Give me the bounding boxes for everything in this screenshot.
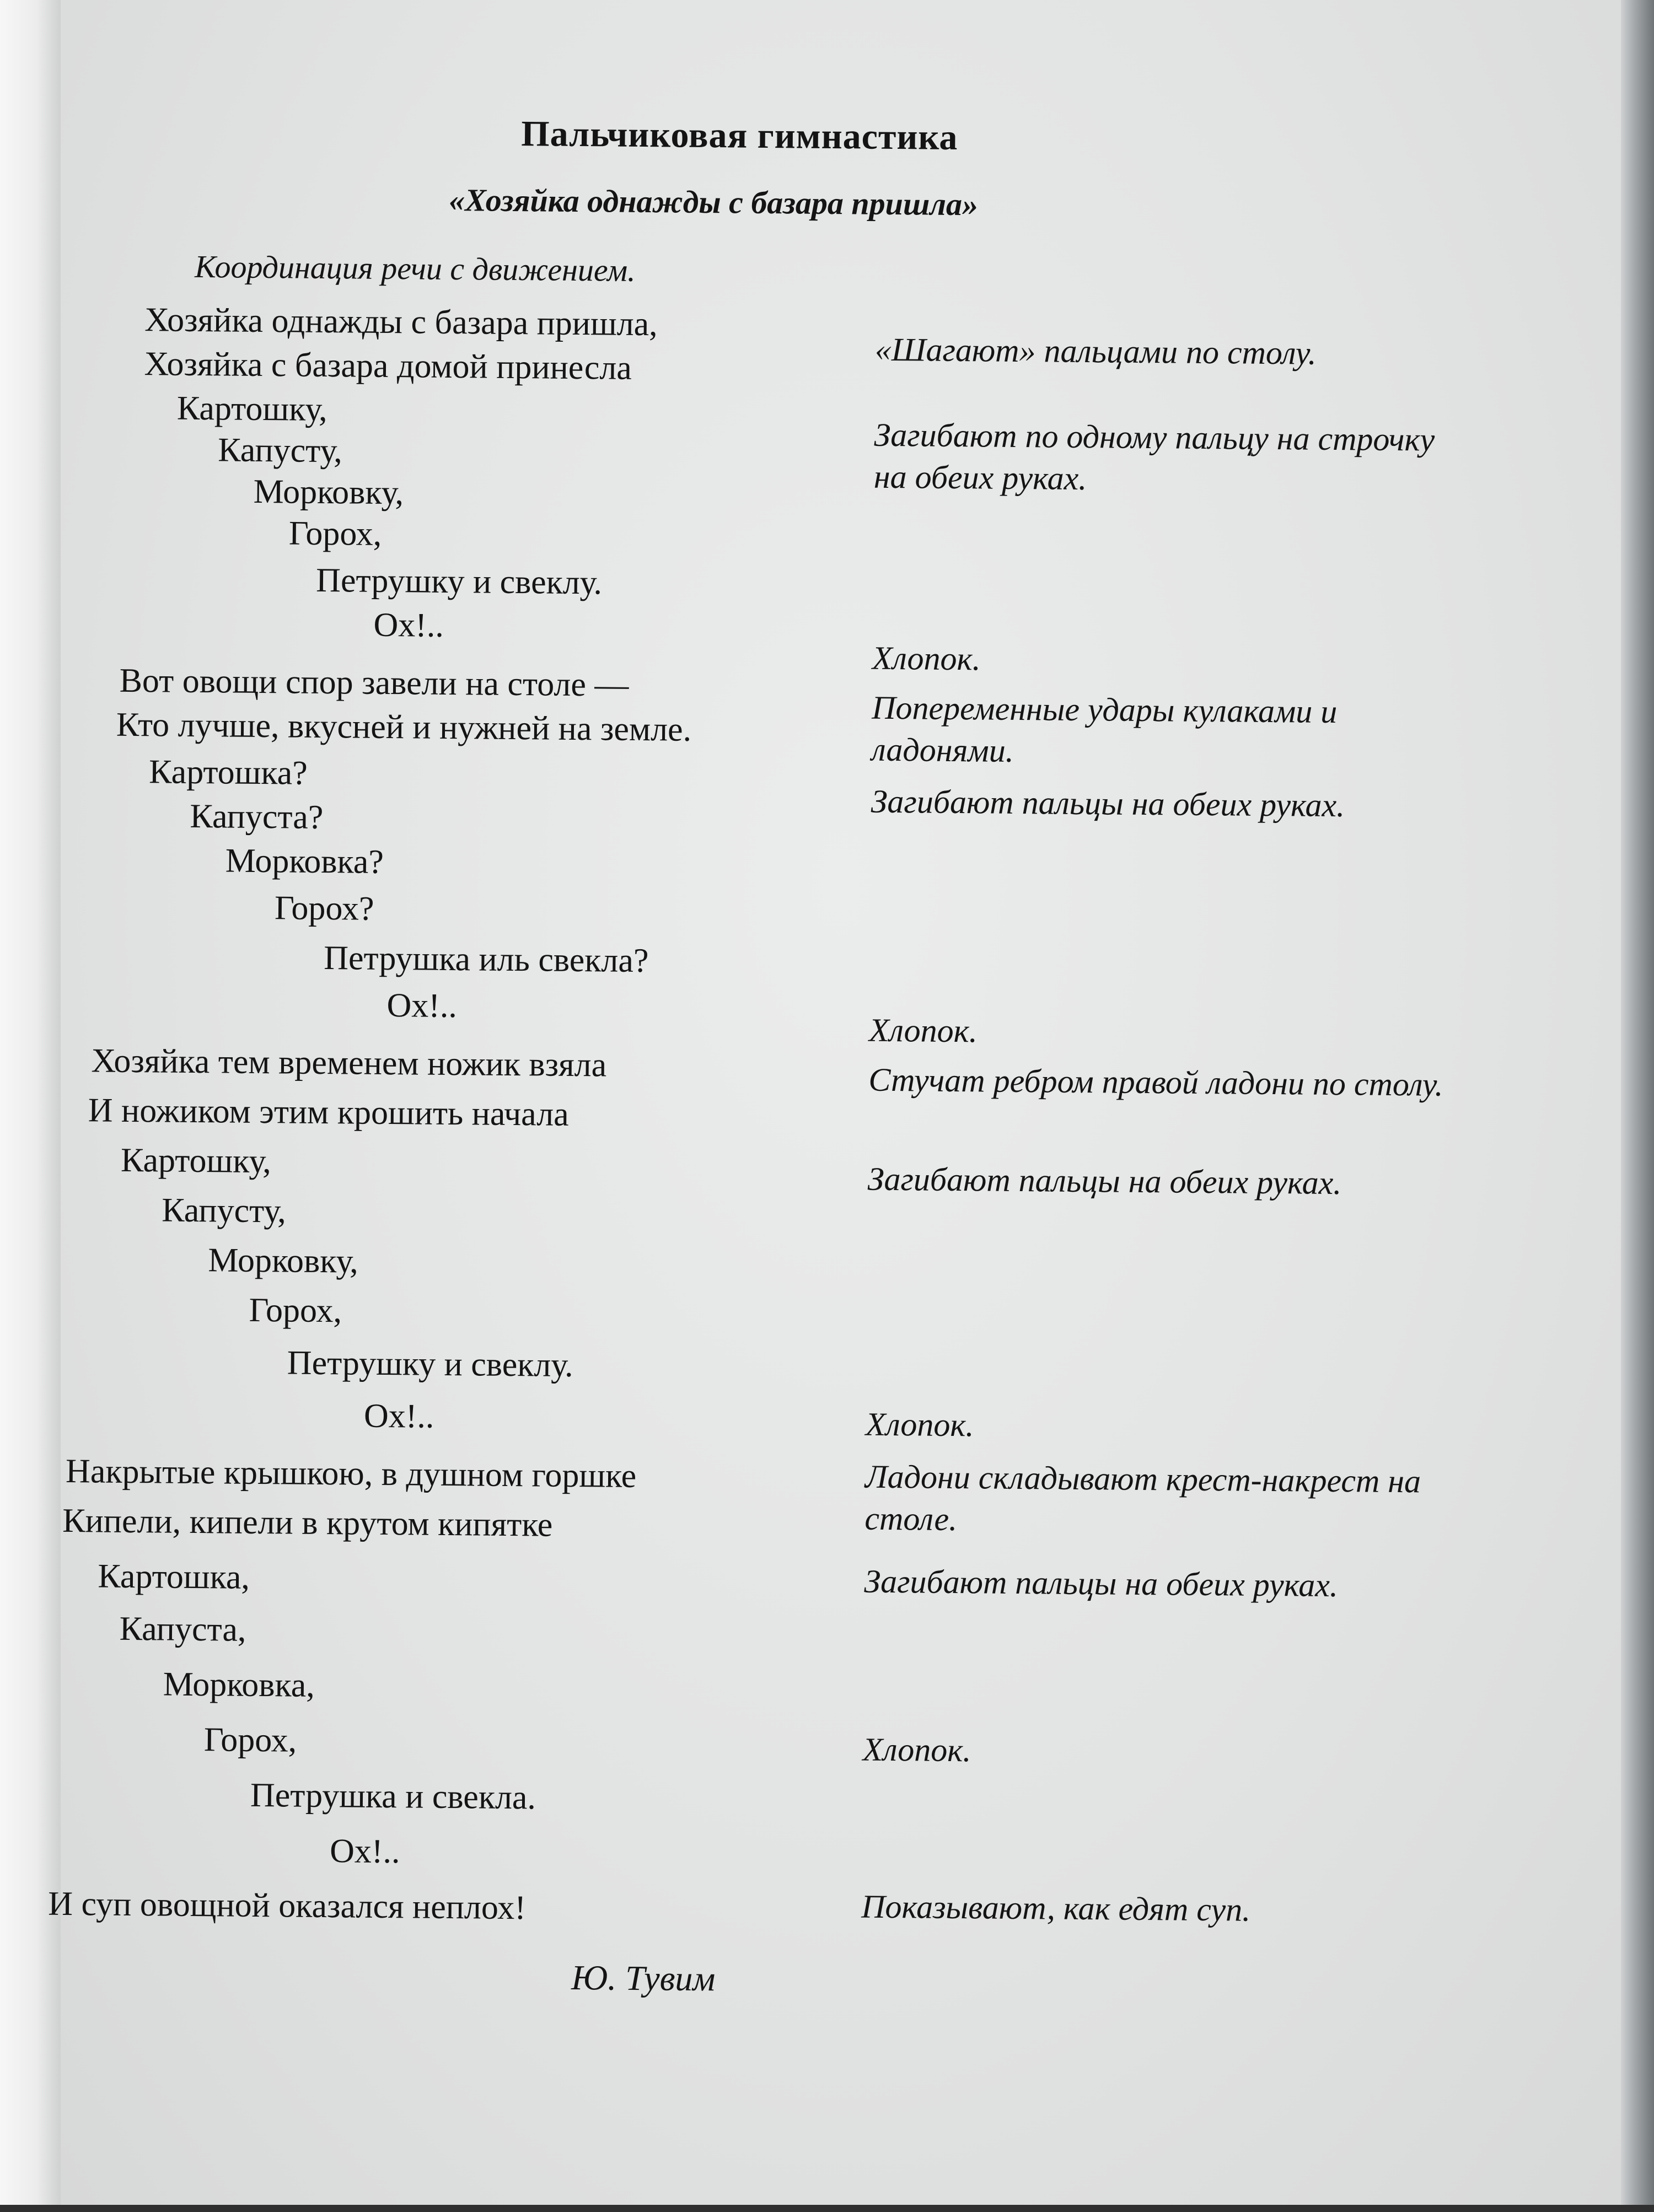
instruction-note: «Шагают» пальцами по столу. — [874, 331, 1317, 372]
poem-line: Капуста? — [190, 797, 324, 837]
poem-line: Ох!.. — [373, 606, 444, 644]
instruction-note: Загибают пальцы на обеих руках. — [864, 1563, 1339, 1604]
poem-line: Капусту, — [217, 431, 343, 470]
instruction-note: Попеременные удары кулаками и ладонями. — [871, 689, 1338, 769]
poem-line: Накрытые крышкою, в душном горшке — [65, 1452, 637, 1495]
poem-line: Вот овощи спор завели на столе — — [119, 661, 629, 704]
poem-line: Ох!.. — [386, 987, 458, 1025]
poem-line: Хозяйка однажды с базара пришла, — [144, 301, 658, 343]
poem-line: Картошка, — [98, 1557, 250, 1596]
poem-line: И суп овощной оказался неплох! — [47, 1885, 527, 1927]
poem-line: Кто лучше, вкусней и нужней на земле. — [116, 706, 692, 749]
poem-line: Горох, — [203, 1721, 297, 1759]
poem-line: Морковку, — [208, 1241, 359, 1280]
instruction-note: Хлопок. — [862, 1731, 971, 1769]
poem-line: Горох, — [249, 1291, 342, 1330]
instruction-note: Загибают пальцы на обеих руках. — [871, 783, 1345, 824]
poem-line: Кипели, кипели в крутом кипятке — [62, 1501, 553, 1544]
instruction-note: Хлопок. — [872, 639, 981, 677]
intro-text: Координация речи с движением. — [194, 248, 636, 288]
poem-line: Петрушка иль свекла? — [323, 939, 649, 980]
poem-title: «Хозяйка однажды с базара пришла» — [448, 181, 979, 223]
instruction-note: Стучат ребром правой ладони по столу. — [868, 1061, 1443, 1103]
poem-line: Морковку, — [253, 472, 404, 512]
poem-line: Ох!.. — [329, 1832, 400, 1871]
poem-author: Ю. Тувим — [571, 1958, 716, 1999]
poem-line: Петрушка и свекла. — [250, 1776, 536, 1817]
poem-line: Ох!.. — [363, 1397, 434, 1435]
poem-line: Картошка? — [148, 753, 308, 792]
instruction-note: Показывают, как едят суп. — [861, 1888, 1251, 1928]
instruction-note: Загибают по одному пальцу на строчку на обеих руках. — [873, 416, 1435, 497]
instruction-note: Загибают пальцы на обеих руках. — [867, 1160, 1342, 1202]
poem-line: Капусту, — [161, 1191, 287, 1230]
poem-line: И ножиком этим крошить начала — [88, 1091, 569, 1133]
poem-line: Петрушку и свеклу. — [287, 1344, 573, 1384]
poem-line: Горох, — [288, 514, 382, 553]
poem-line: Горох? — [274, 889, 374, 928]
poem-line: Хозяйка тем временем ножик взяла — [91, 1042, 607, 1084]
poem-line: Картошку, — [176, 389, 328, 429]
instruction-note: Хлопок. — [865, 1406, 974, 1444]
poem-line: Петрушку и свеклу. — [315, 561, 603, 602]
poem-line: Морковка, — [163, 1665, 315, 1704]
poem-line: Капуста, — [119, 1610, 246, 1649]
poem-line: Хозяйка с базара домой принесла — [144, 345, 632, 387]
poem-line: Морковка? — [225, 842, 384, 881]
poem-line: Картошку, — [120, 1141, 272, 1181]
instruction-note: Хлопок. — [868, 1011, 978, 1050]
page-title: Пальчиковая гимнастика — [520, 114, 958, 158]
instruction-note: Ладони складывают крест-накрест на столе. — [864, 1458, 1421, 1538]
